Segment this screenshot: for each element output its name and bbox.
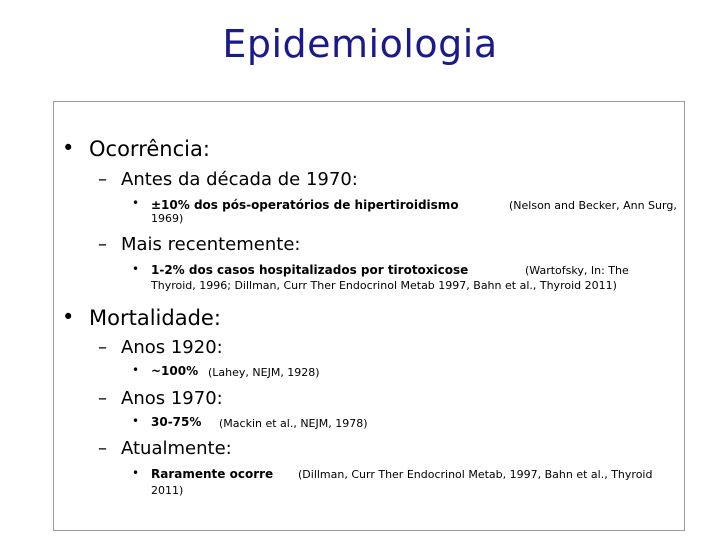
bullet-l3: •: [132, 262, 140, 276]
bullet-l1: •: [62, 136, 75, 160]
slide-title: Epidemiologia: [222, 22, 498, 66]
dash-l2: –: [98, 438, 107, 459]
dash-l2: –: [98, 337, 107, 358]
label-mais-recentemente: Mais recentemente:: [121, 234, 301, 255]
dash-l2: –: [98, 388, 107, 409]
label-atualmente: Atualmente:: [121, 438, 232, 459]
item-raramente: Raramente ocorre: [151, 467, 274, 481]
cite-nelson-b: 1969): [151, 212, 184, 225]
item-30-75-percent: 30-75%: [151, 415, 202, 429]
label-anos-1920: Anos 1920:: [121, 337, 223, 358]
bullet-l3: •: [132, 363, 140, 377]
cite-mackin: (Mackin et al., NEJM, 1978): [219, 417, 368, 430]
bullet-l3: •: [132, 466, 140, 480]
cite-wartofsky-b: Thyroid, 1996; Dillman, Curr Ther Endocrinol Metab 1997, Bahn et al., Thyroid 2011): [151, 279, 617, 292]
heading-ocorrencia: Ocorrência:: [89, 137, 210, 161]
label-anos-1970: Anos 1970:: [121, 388, 223, 409]
bullet-l3: •: [132, 414, 140, 428]
cite-nelson-a: (Nelson and Becker, Ann Surg,: [509, 199, 677, 212]
cite-dillman-b: 2011): [151, 484, 184, 497]
cite-wartofsky-a: (Wartofsky, In: The: [525, 264, 629, 277]
heading-mortalidade: Mortalidade:: [89, 306, 221, 330]
item-100-percent: ~100%: [151, 364, 199, 378]
bullet-l1: •: [62, 305, 75, 329]
dash-l2: –: [98, 234, 107, 255]
cite-dillman-a: (Dillman, Curr Ther Endocrinol Metab, 1997, Bahn et al., Thyroid: [298, 468, 653, 481]
item-10-percent: ±10% dos pós-operatórios de hipertiroidismo: [151, 198, 459, 212]
item-1-2-percent: 1-2% dos casos hospitalizados por tirotoxicose: [151, 263, 469, 277]
dash-l2: –: [98, 169, 107, 190]
label-antes-1970: Antes da década de 1970:: [121, 169, 358, 190]
cite-lahey: (Lahey, NEJM, 1928): [208, 366, 320, 379]
bullet-l3: •: [132, 196, 140, 210]
